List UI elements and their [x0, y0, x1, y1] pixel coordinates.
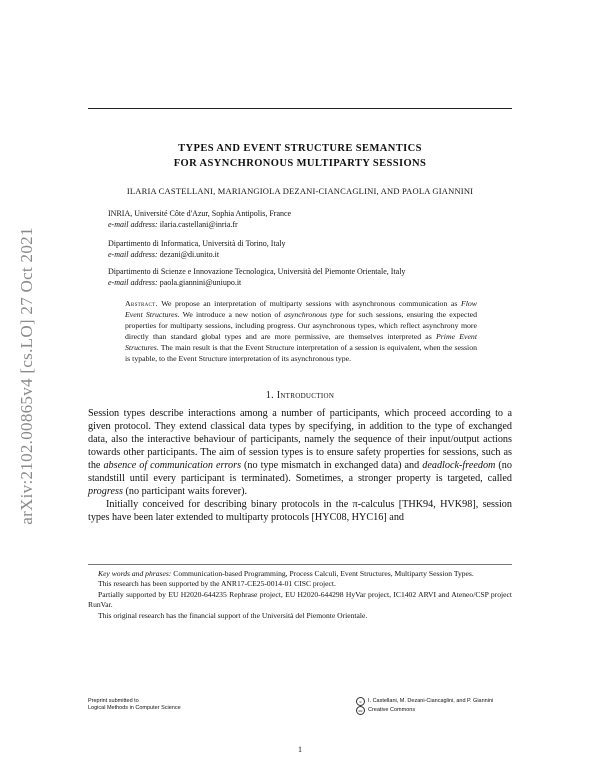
para-emph: absence of communication errors	[103, 460, 242, 471]
section-heading: 1. Introduction	[265, 390, 335, 401]
affiliation-institution: INRIA, Université Côte d'Azur, Sophia Antipolis, France	[108, 209, 292, 218]
footnotes	[88, 569, 512, 621]
affiliation-2	[108, 238, 512, 260]
authors: ILARIA CASTELLANI, MARIANGIOLA DEZANI-CIANCAGLINI, AND PAOLA GIANNINI	[126, 186, 474, 196]
affiliation-3	[108, 266, 512, 288]
abstract-emph: Flow Event Structures	[125, 299, 478, 319]
paragraph-2: Initially conceived for describing binary protocols in the π-calculus [THK94, HVK98], session types have been later extended to multiparty protocols [HYC08, HYC16] and	[88, 499, 512, 523]
footer-license[interactable]: Creative Commons	[368, 707, 416, 713]
abstract-text: . We introduce a new notion of	[177, 310, 284, 319]
email-address[interactable]: dezani@di.unito.it	[159, 250, 220, 259]
para-text: (no participant waits forever).	[122, 486, 248, 497]
abstract-label: Abstract.	[125, 299, 158, 308]
page-number: 1	[298, 745, 302, 754]
abstract-text: We propose an interpretation of multiparty sessions with asynchronous communication as	[161, 299, 461, 308]
copyright-icon: c	[356, 697, 365, 706]
para-emph: progress	[88, 486, 123, 497]
abstract	[125, 298, 477, 364]
footnote-1: This research has been supported by the ANR17-CE25-0014-01 CISC project.	[98, 579, 336, 589]
journal-footer	[88, 698, 181, 712]
para-text: (no type mismatch in exchanged data) and	[241, 460, 423, 471]
abstract-text: for such sessions, ensuring the expected properties for multiparty sessions, including progress. Our asynchronous types, which reflect asynchrony more directly than standard global types and are more permissive, are themselves interpreted as	[125, 310, 477, 341]
title-line-2: FOR ASYNCHRONOUS MULTIPARTY SESSIONS	[173, 158, 427, 169]
abstract-emph: asynchronous type	[283, 310, 344, 319]
footnote-3: This original research has the financial support of the Università del Piemonte Orientale.	[98, 610, 368, 620]
email-label: e-mail address:	[108, 250, 158, 259]
title-line-1: TYPES AND EVENT STRUCTURE SEMANTICS	[178, 143, 422, 154]
footnote-keywords	[88, 569, 512, 579]
para-text: (no standstill until every participant is terminated). Sometimes, a stronger property is targeted, called	[88, 460, 512, 484]
footer-preprint: Preprint submitted to	[88, 698, 139, 704]
arxiv-watermark	[14, 188, 40, 564]
footer-journal: Logical Methods in Computer Science	[88, 705, 181, 711]
email-address[interactable]: paola.giannini@uniupo.it	[159, 278, 242, 287]
footer-authors: I. Castellani, M. Dezani-Ciancaglini, and P. Giannini	[368, 698, 494, 704]
affiliation-1	[108, 208, 512, 230]
paper-title	[88, 141, 512, 171]
affiliation-institution: Dipartimento di Scienze e Innovazione Tecnologica, Università del Piemonte Orientale, Italy	[108, 267, 406, 276]
para-text: Session types describe interactions among a number of participants, which proceed according to a given protocol. They extend classical data types by specifying, in addition to the type of exchanged data, also the interactive behaviour of participants, namely the sequence of their input/output actions towards other participants. The aim of session types is to ensure safety properties for sessions, such as the	[88, 408, 512, 471]
email-label: e-mail address:	[108, 220, 158, 229]
keywords: Communication-based Programming, Process Calculi, Event Structures, Multiparty Session Types.	[173, 569, 474, 578]
arxiv-id: arXiv:2102.00865v4 [cs.LO] 27 Oct 2021	[17, 227, 36, 525]
license-footer	[356, 697, 516, 715]
paragraph-1	[88, 407, 512, 498]
email-address[interactable]: ilaria.castellani@inria.fr	[159, 220, 238, 229]
email-label: e-mail address:	[108, 278, 158, 287]
creative-commons-icon: cc	[356, 706, 365, 715]
top-rule	[88, 108, 512, 109]
footnote-2: Partially supported by EU H2020-644235 Rephrase project, EU H2020-644298 HyVar project, IC1402 ARVI and Ateneo/CSP project RunVar.	[88, 589, 512, 610]
footnote-rule	[88, 564, 512, 565]
para-emph: deadlock-freedom	[422, 460, 496, 471]
body-text	[88, 407, 512, 524]
keywords-label: Key words and phrases:	[98, 569, 172, 578]
abstract-text: . The main result is that the Event Structure interpretation of a session is equivalent, when the session is typable, to the Event Structure interpretation of its asynchronous type.	[125, 343, 477, 363]
abstract-emph: Prime Event Structures	[125, 332, 477, 352]
affiliation-institution: Dipartimento di Informatica, Università di Torino, Italy	[108, 239, 286, 248]
